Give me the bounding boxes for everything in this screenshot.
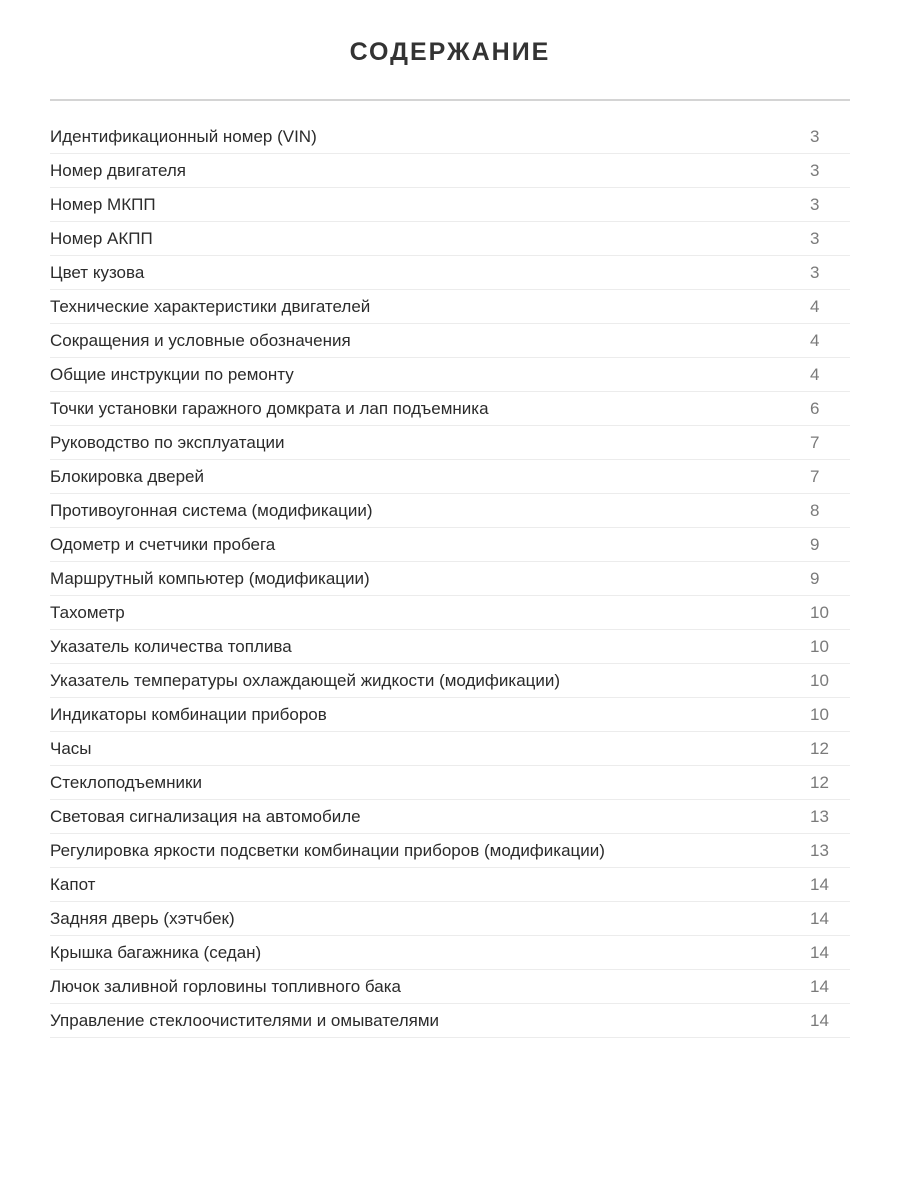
toc-entry-label: Регулировка яркости подсветки комбинации приборов (модификации) xyxy=(50,840,605,860)
toc-entry[interactable] xyxy=(50,936,850,970)
toc-entry[interactable] xyxy=(50,562,850,596)
toc-entry-label: Точки установки гаражного домкрата и лап подъемника xyxy=(50,398,489,418)
toc-entry-label: Часы xyxy=(50,738,92,758)
toc-entry[interactable] xyxy=(50,426,850,460)
toc-entry[interactable] xyxy=(50,120,850,154)
toc-entry[interactable] xyxy=(50,494,850,528)
toc-entry[interactable] xyxy=(50,324,850,358)
toc-entry[interactable] xyxy=(50,732,850,766)
toc-entry[interactable] xyxy=(50,188,850,222)
toc-entry-page-number: 10 xyxy=(810,602,829,622)
table-of-contents xyxy=(50,120,850,1038)
toc-entry[interactable] xyxy=(50,460,850,494)
toc-entry-page-number: 10 xyxy=(810,704,829,724)
toc-entry[interactable] xyxy=(50,902,850,936)
toc-entry-label: Номер МКПП xyxy=(50,194,156,214)
toc-entry-label: Крышка багажника (седан) xyxy=(50,942,262,962)
toc-entry-page-number: 14 xyxy=(810,874,829,894)
toc-entry[interactable] xyxy=(50,358,850,392)
toc-entry[interactable] xyxy=(50,528,850,562)
toc-entry-label: Управление стеклоочистителями и омывателями xyxy=(50,1010,439,1030)
toc-entry-label: Одометр и счетчики пробега xyxy=(50,534,276,554)
toc-entry-label: Идентификационный номер (VIN) xyxy=(50,126,317,146)
toc-entry-page-number: 14 xyxy=(810,976,829,996)
toc-entry-label: Задняя дверь (хэтчбек) xyxy=(50,908,235,928)
toc-entry[interactable] xyxy=(50,290,850,324)
toc-entry-page-number: 3 xyxy=(810,126,820,146)
toc-entry-label: Технические характеристики двигателей xyxy=(50,296,371,316)
toc-entry-page-number: 9 xyxy=(810,534,820,554)
title-divider xyxy=(50,99,850,101)
toc-entry-label: Общие инструкции по ремонту xyxy=(50,364,294,384)
toc-entry-page-number: 7 xyxy=(810,466,820,486)
toc-entry-page-number: 4 xyxy=(810,296,820,316)
toc-entry-page-number: 6 xyxy=(810,398,820,418)
toc-entry-page-number: 14 xyxy=(810,908,829,928)
toc-entry-page-number: 9 xyxy=(810,568,820,588)
toc-entry[interactable] xyxy=(50,970,850,1004)
toc-entry-page-number: 14 xyxy=(810,1010,829,1030)
toc-entry-page-number: 3 xyxy=(810,262,820,282)
toc-entry-label: Индикаторы комбинации приборов xyxy=(50,704,327,724)
toc-entry[interactable] xyxy=(50,834,850,868)
toc-entry-page-number: 3 xyxy=(810,160,820,180)
toc-entry-page-number: 14 xyxy=(810,942,829,962)
toc-entry-page-number: 10 xyxy=(810,636,829,656)
toc-entry-label: Световая сигнализация на автомобиле xyxy=(50,806,361,826)
toc-entry-page-number: 3 xyxy=(810,228,820,248)
toc-entry-label: Лючок заливной горловины топливного бака xyxy=(50,976,401,996)
toc-entry-page-number: 13 xyxy=(810,840,829,860)
toc-entry-page-number: 12 xyxy=(810,738,829,758)
toc-entry[interactable] xyxy=(50,1004,850,1038)
toc-entry[interactable] xyxy=(50,392,850,426)
toc-entry-label: Тахометр xyxy=(50,602,125,622)
toc-entry[interactable] xyxy=(50,664,850,698)
toc-entry-label: Стеклоподъемники xyxy=(50,772,202,792)
toc-entry-label: Цвет кузова xyxy=(50,262,145,282)
toc-entry-label: Указатель температуры охлаждающей жидкости (модификации) xyxy=(50,670,561,690)
toc-entry-page-number: 4 xyxy=(810,364,820,384)
toc-entry[interactable] xyxy=(50,222,850,256)
toc-entry-label: Капот xyxy=(50,874,96,894)
toc-entry[interactable] xyxy=(50,800,850,834)
page-title: СОДЕРЖАНИЕ xyxy=(349,38,551,66)
toc-entry-page-number: 13 xyxy=(810,806,829,826)
toc-entry-page-number: 3 xyxy=(810,194,820,214)
toc-entry-page-number: 4 xyxy=(810,330,820,350)
toc-entry[interactable] xyxy=(50,596,850,630)
toc-entry-page-number: 10 xyxy=(810,670,829,690)
toc-entry-label: Указатель количества топлива xyxy=(50,636,292,656)
toc-entry[interactable] xyxy=(50,698,850,732)
toc-entry-page-number: 12 xyxy=(810,772,829,792)
toc-entry[interactable] xyxy=(50,766,850,800)
toc-entry[interactable] xyxy=(50,868,850,902)
toc-entry-label: Руководство по эксплуатации xyxy=(50,432,285,452)
toc-entry-label: Противоугонная система (модификации) xyxy=(50,500,373,520)
toc-entry-page-number: 7 xyxy=(810,432,820,452)
toc-entry-label: Блокировка дверей xyxy=(50,466,205,486)
toc-entry-page-number: 8 xyxy=(810,500,820,520)
toc-entry-label: Номер АКПП xyxy=(50,228,153,248)
toc-entry-label: Маршрутный компьютер (модификации) xyxy=(50,568,370,588)
toc-entry[interactable] xyxy=(50,154,850,188)
toc-entry-label: Сокращения и условные обозначения xyxy=(50,330,351,350)
toc-entry-label: Номер двигателя xyxy=(50,160,187,180)
toc-entry[interactable] xyxy=(50,630,850,664)
toc-entry[interactable] xyxy=(50,256,850,290)
